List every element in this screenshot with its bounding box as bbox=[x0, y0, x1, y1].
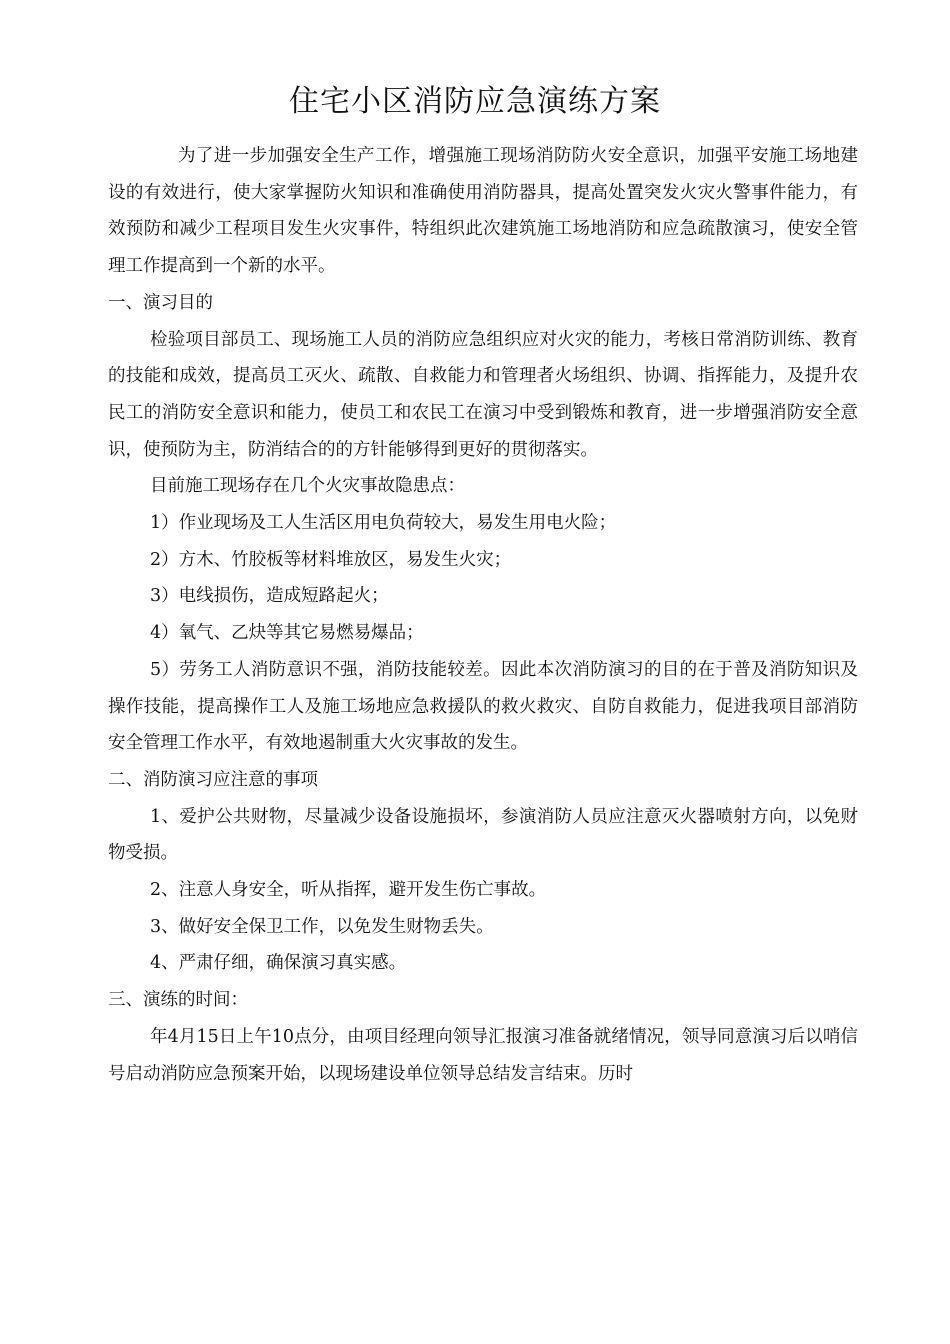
hazard-item-3: 3）电线损伤，造成短路起火； bbox=[150, 586, 389, 607]
intro-paragraph: 为了进一步加强安全生产工作，增强施工现场消防防火安全意识，加强平安施工场地建设的有效进行，使大家掌握防火知识和准确使用消防器具，提高处置突发火灾火警事件能力，有效预防和减少工程项目发生火灾事件，特组织此次建筑施工场地消防和应急疏散演习，使安全管理工作提高到一个新的水平。 bbox=[108, 146, 858, 277]
document-body bbox=[108, 138, 858, 1092]
section-heading-purpose: 一、演习目的 bbox=[108, 292, 213, 313]
section-heading-notes: 二、消防演习应注意的事项 bbox=[108, 769, 318, 790]
note-item-2: 2、注意人身安全，听从指挥，避开发生伤亡事故。 bbox=[150, 880, 547, 901]
note-item-3: 3、做好安全保卫工作，以免发生财物丢失。 bbox=[150, 916, 494, 937]
document-title: 住宅小区消防应急演练方案 bbox=[289, 84, 661, 119]
hazard-item-4: 4）氧气、乙炔等其它易燃易爆品； bbox=[150, 623, 424, 644]
hazard-intro: 目前施工现场存在几个火灾事故隐患点： bbox=[150, 476, 465, 497]
note-item-4: 4、严肃仔细，确保演习真实感。 bbox=[150, 953, 407, 974]
purpose-paragraph: 检验项目部员工、现场施工人员的消防应急组织应对火灾的能力，考核日常消防训练、教育的技能和成效，提高员工灭火、疏散、自救能力和管理者火场组织、协调、指挥能力，及提升农民工的消防安全意识和能力，使员工和农民工在演习中受到锻炼和教育，进一步增强消防安全意识，使预防为主，防消结合的的方针能够得到更好的贯彻落实。 bbox=[108, 329, 858, 460]
hazard-item-5: 5）劳务工人消防意识不强，消防技能较差。因此本次消防演习的目的在于普及消防知识及操作技能，提高操作工人及施工场地应急救援队的救火救灾、自防自救能力，促进我项目部消防安全管理工作水平，有效地遏制重大火灾事故的发生。 bbox=[108, 659, 858, 754]
hazard-item-1: 1）作业现场及工人生活区用电负荷较大，易发生用电火险； bbox=[150, 513, 617, 534]
note-item-1: 1、爱护公共财物，尽量减少设备设施损坏，参演消防人员应注意灭火器喷射方向，以免财物受损。 bbox=[108, 806, 858, 864]
section-heading-time: 三、演练的时间： bbox=[108, 990, 248, 1011]
hazard-item-2: 2）方木、竹胶板等材料堆放区，易发生火灾； bbox=[150, 549, 512, 570]
time-paragraph: 年4月15日上午10点分，由项目经理向领导汇报演习准备就绪情况，领导同意演习后以哨信号启动消防应急预案开始，以现场建设单位领导总结发言结束。历时 bbox=[108, 1026, 858, 1084]
